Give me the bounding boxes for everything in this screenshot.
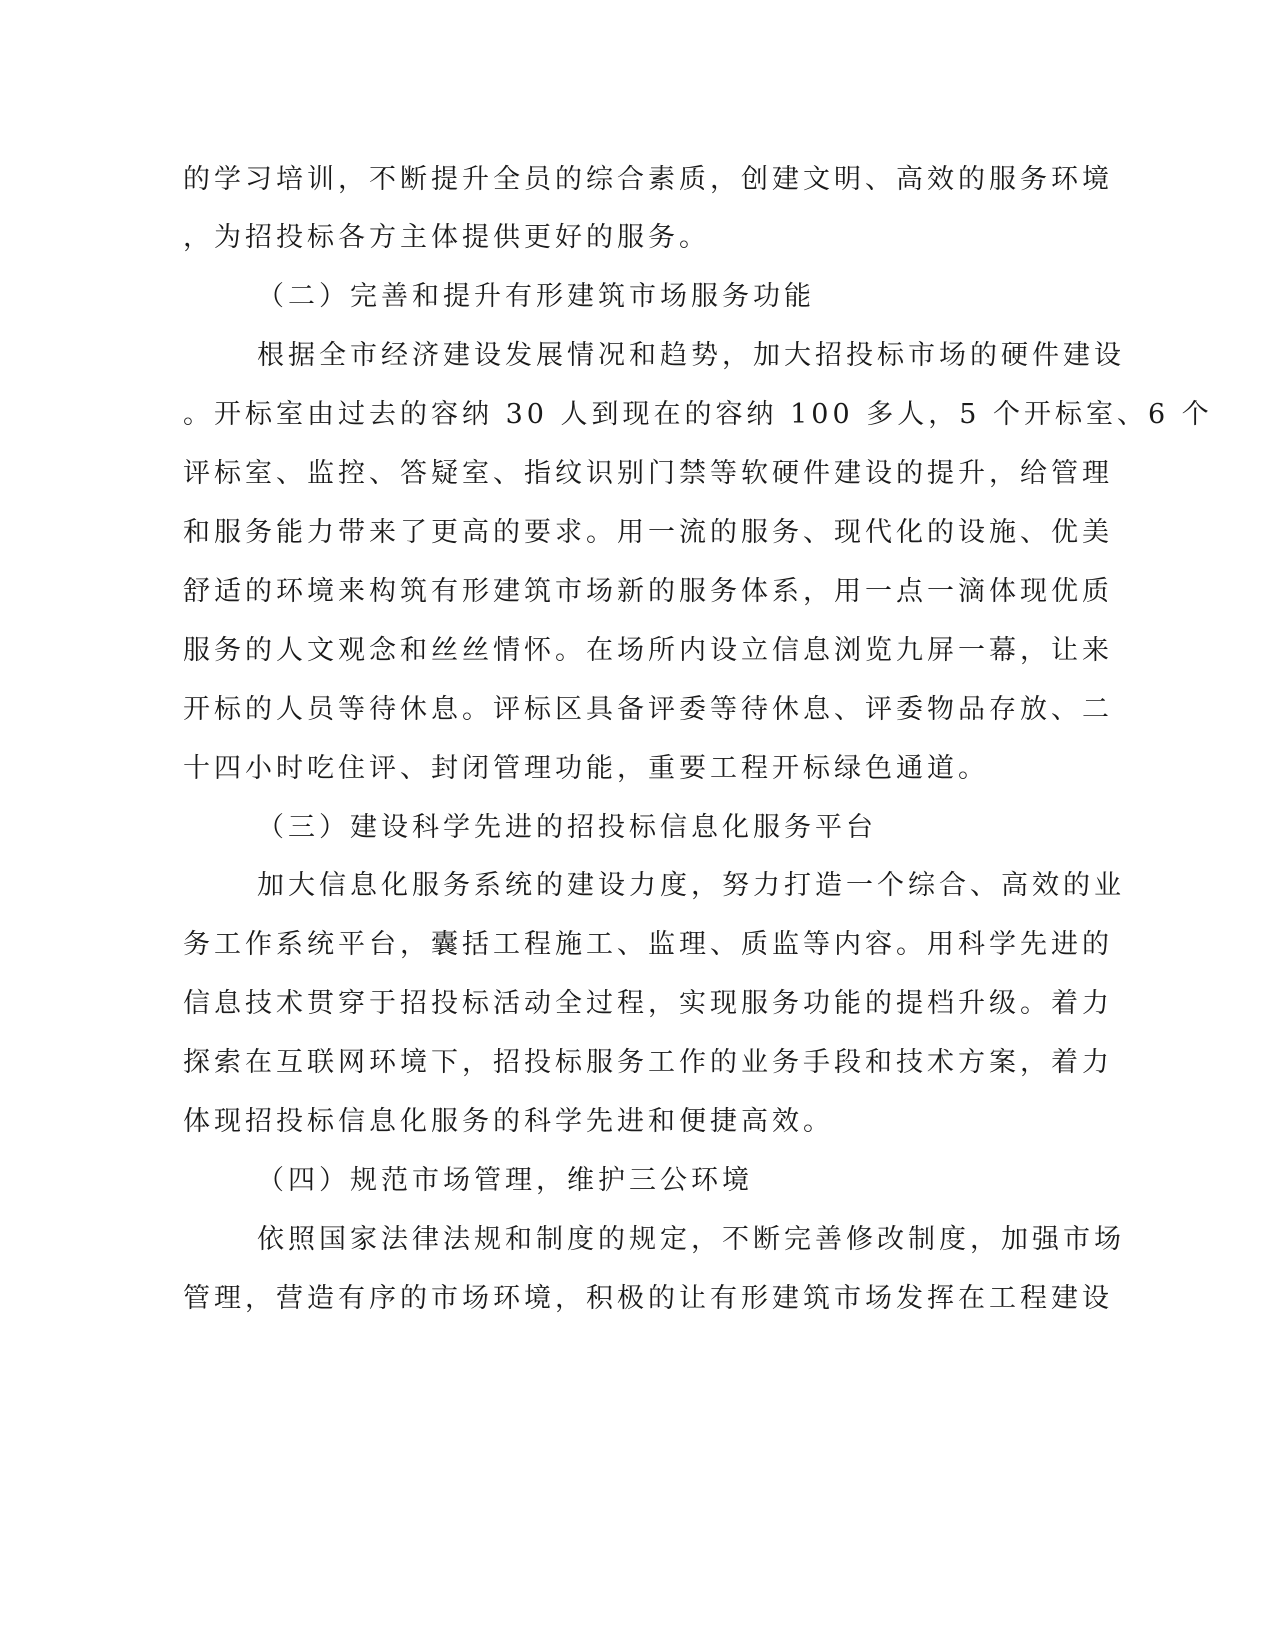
paragraph-line: 舒适的环境来构筑有形建筑市场新的服务体系，用一点一滴体现优质 <box>183 576 1113 607</box>
paragraph-line: 加大信息化服务系统的建设力度，努力打造一个综合、高效的业 <box>257 870 1125 901</box>
paragraph-line: ，为招投标各方主体提供更好的服务。 <box>183 222 710 253</box>
paragraph-line: 根据全市经济建设发展情况和趋势，加大招投标市场的硬件建设 <box>257 340 1125 371</box>
section-heading-3: （三）建设科学先进的招投标信息化服务平台 <box>257 812 877 843</box>
paragraph-line: 依照国家法律法规和制度的规定，不断完善修改制度，加强市场 <box>257 1224 1125 1255</box>
paragraph-line: 信息技术贯穿于招投标活动全过程，实现服务功能的提档升级。着力 <box>183 988 1113 1019</box>
paragraph-line: 的学习培训，不断提升全员的综合素质，创建文明、高效的服务环境 <box>183 164 1113 195</box>
section-heading-2: （二）完善和提升有形建筑市场服务功能 <box>257 281 815 312</box>
paragraph-line: 。开标室由过去的容纳 30 人到现在的容纳 100 多人，5 个开标室、6 个 <box>183 399 1213 430</box>
paragraph-line: 开标的人员等待休息。评标区具备评委等待休息、评委物品存放、二 <box>183 694 1113 725</box>
paragraph-line: 和服务能力带来了更高的要求。用一流的服务、现代化的设施、优美 <box>183 517 1113 548</box>
paragraph-line: 体现招投标信息化服务的科学先进和便捷高效。 <box>183 1106 834 1137</box>
paragraph-line: 管理，营造有序的市场环境，积极的让有形建筑市场发挥在工程建设 <box>183 1283 1113 1314</box>
paragraph-line: 十四小时吃住评、封闭管理功能，重要工程开标绿色通道。 <box>183 753 989 784</box>
paragraph-line: 务工作系统平台，囊括工程施工、监理、质监等内容。用科学先进的 <box>183 929 1113 960</box>
paragraph-line: 服务的人文观念和丝丝情怀。在场所内设立信息浏览九屏一幕，让来 <box>183 635 1113 666</box>
paragraph-line: 探索在互联网环境下，招投标服务工作的业务手段和技术方案，着力 <box>183 1047 1113 1078</box>
section-heading-4: （四）规范市场管理，维护三公环境 <box>257 1165 753 1196</box>
paragraph-line: 评标室、监控、答疑室、指纹识别门禁等软硬件建设的提升，给管理 <box>183 458 1113 489</box>
